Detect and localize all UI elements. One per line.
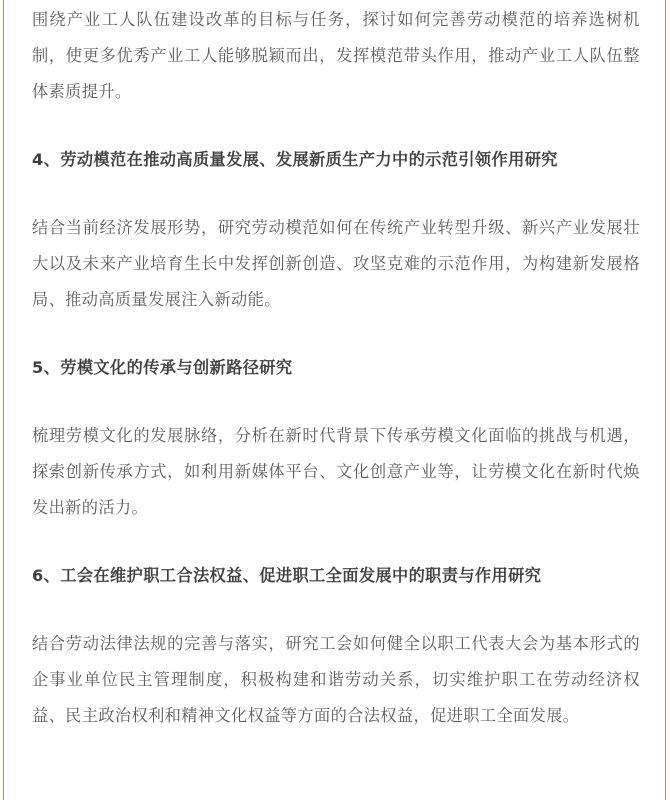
paragraph-3-tail: 围绕产业工人队伍建设改革的目标与任务，探讨如何完善劳动模范的培养选树机制，使更多优秀产业工人能够脱颖而出，发挥模范带头作用，推动产业工人队伍整体素质提升。 xyxy=(32,10,640,101)
section-heading-4: 4、劳动模范在推动高质量发展、发展新质生产力中的示范引领作用研究 xyxy=(32,150,558,169)
paragraph-4: 结合当前经济发展形势，研究劳动模范如何在传统产业转型升级、新兴产业发展壮大以及未来产业培育生长中发挥创新创造、攻坚克难的示范作用，为构建新发展格局、推动高质量发展注入新动能。 xyxy=(32,218,640,309)
article-content xyxy=(32,0,640,734)
section-heading-5: 5、劳模文化的传承与创新路径研究 xyxy=(32,358,293,377)
paragraph-6: 结合劳动法律法规的完善与落实，研究工会如何健全以职工代表大会为基本形式的企事业单位民主管理制度，积极构建和谐劳动关系，切实维护职工在劳动经济权益、民主政治权利和精神文化权益等方面的合法权益，促进职工全面发展。 xyxy=(32,634,640,725)
paragraph-5: 梳理劳模文化的发展脉络，分析在新时代背景下传承劳模文化面临的挑战与机遇，探索创新传承方式，如利用新媒体平台、文化创意产业等，让劳模文化在新时代焕发出新的活力。 xyxy=(32,426,640,517)
section-heading-6: 6、工会在维护职工合法权益、促进职工全面发展中的职责与作用研究 xyxy=(32,566,542,585)
